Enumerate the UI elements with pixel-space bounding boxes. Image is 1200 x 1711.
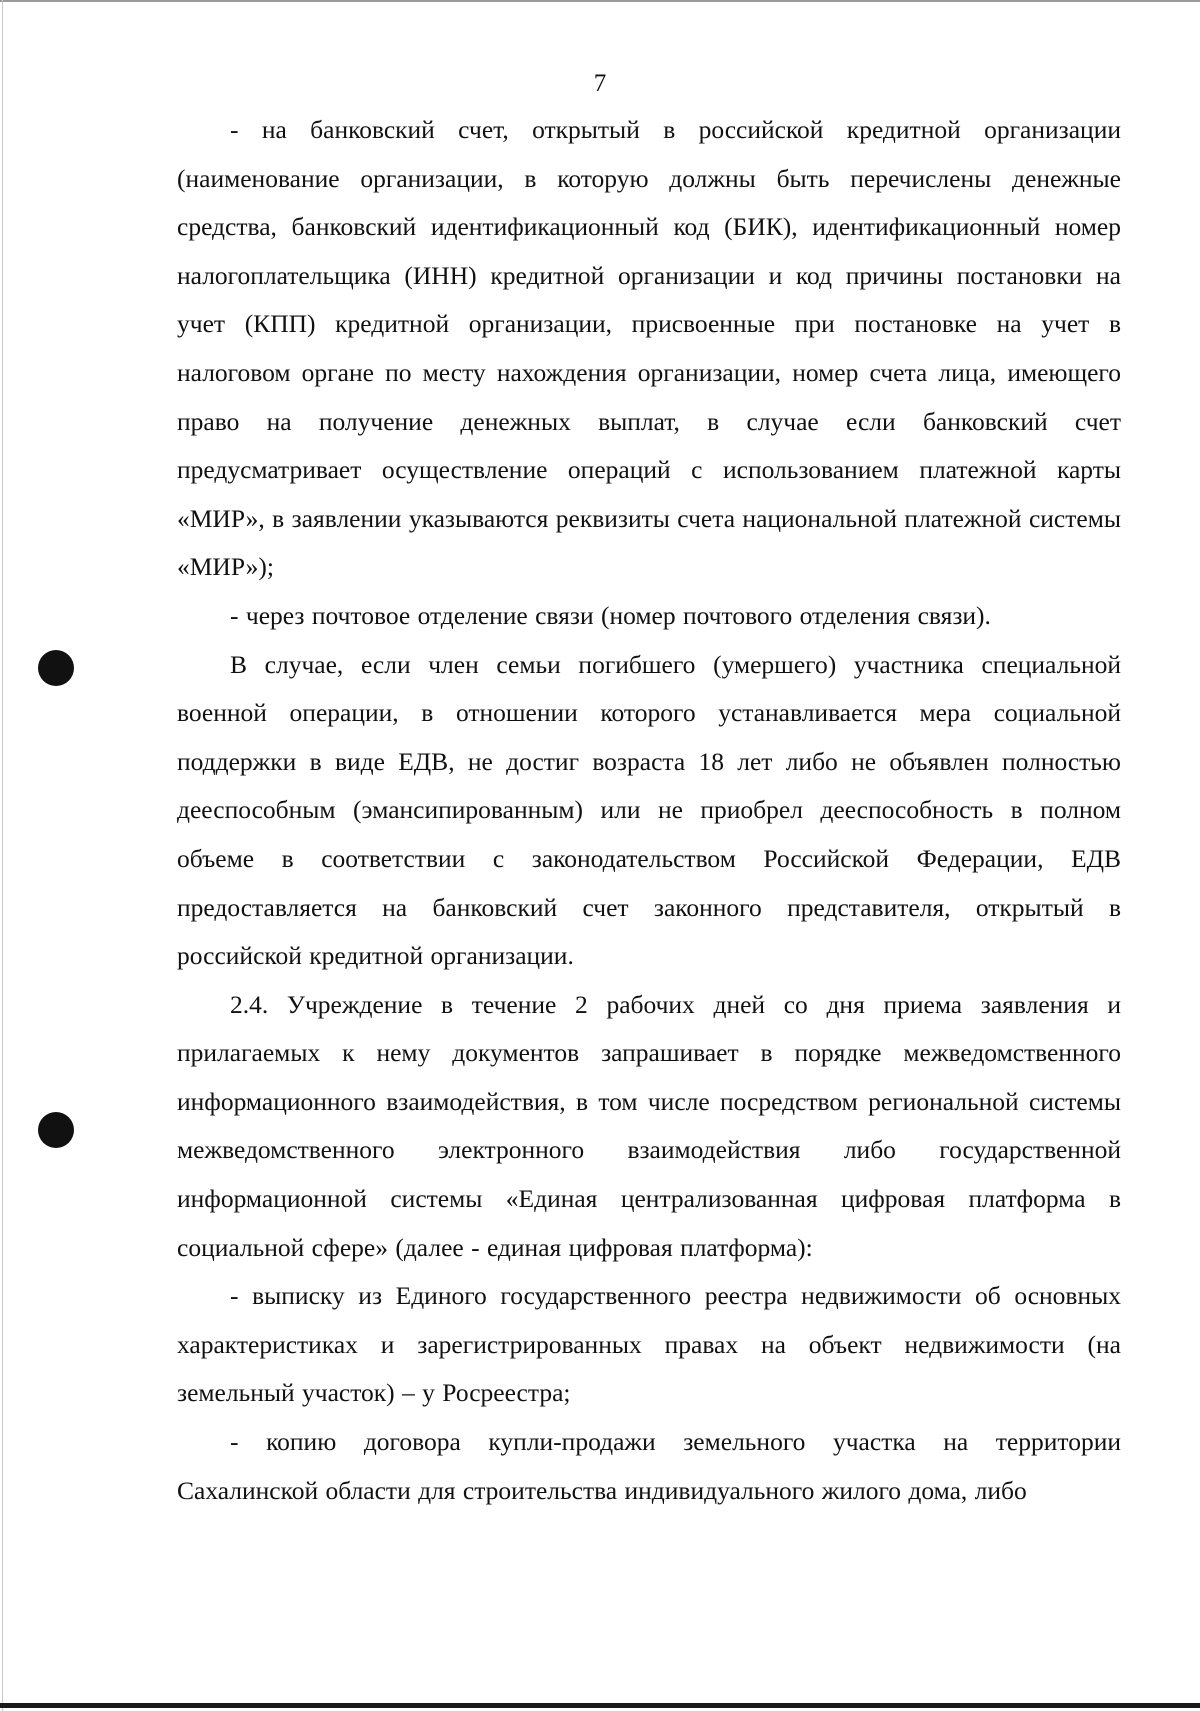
paragraph-section-2-4: 2.4. Учреждение в течение 2 рабочих дней со дня приема заявления и прилагаемых к нему документов запрашивает в порядке межведомственного информационного взаимодействия, в том числе посредством региональной системы межведомственного электронного взаимодействия либо государственной информационной системы «Единая централизованная цифровая платформа в социальной сфере» (далее - единая цифровая платформа): [177,989,1121,1262]
scan-top-edge [0,0,1200,2]
paragraph-land-contract: - копию договора купли-продажи земельного участка на территории Сахалинской области для строительства индивидуального жилого дома, либо [177,1427,1121,1505]
paragraph-egrn-extract: - выписку из Единого государственного реестра недвижимости об основных характеристиках и зарегистрированных правах на объект недвижимости (на земельный участок) – у Росреестра; [177,1281,1121,1408]
scan-bottom-edge [0,1703,1200,1708]
paragraph-post-office: - через почтовое отделение связи (номер почтового отделения связи). [230,600,991,630]
paragraph-minor-family-member: В случае, если член семьи погибшего (умершего) участника специальной военной операции, в отношении которого устанавливается мера социальной поддержки в виде ЕДВ, не достиг возраста 18 лет либо не объявлен полностью дееспособным (эмансипированным) или не приобрел дееспособность в полном объеме в соответствии с законодательством Российской Федерации, ЕДВ предоставляется на банковский счет законного представителя, открытый в российской кредитной организации. [177,649,1121,971]
body-text [177,106,1121,1515]
paragraph-bank-account: - на банковский счет, открытый в российской кредитной организации (наименование организации, в которую должны быть перечислены денежные средства, банковский идентификационный код (БИК), идентификационный номер налогоплательщика (ИНН) кредитной организации и код причины постановки на учет (КПП) кредитной организации, присвоенные при постановке на учет в налоговом органе по месту нахождения организации, номер счета лица, имеющего право на получение денежных выплат, в случае если банковский счет предусматривает осуществление операций с использованием платежной карты «МИР», в заявлении указываются реквизиты счета национальной платежной системы «МИР»); [177,115,1121,582]
page-number: 7 [593,70,607,97]
punch-hole-bottom [38,1112,74,1148]
punch-hole-top [38,650,74,686]
scan-left-edge [2,0,3,1711]
